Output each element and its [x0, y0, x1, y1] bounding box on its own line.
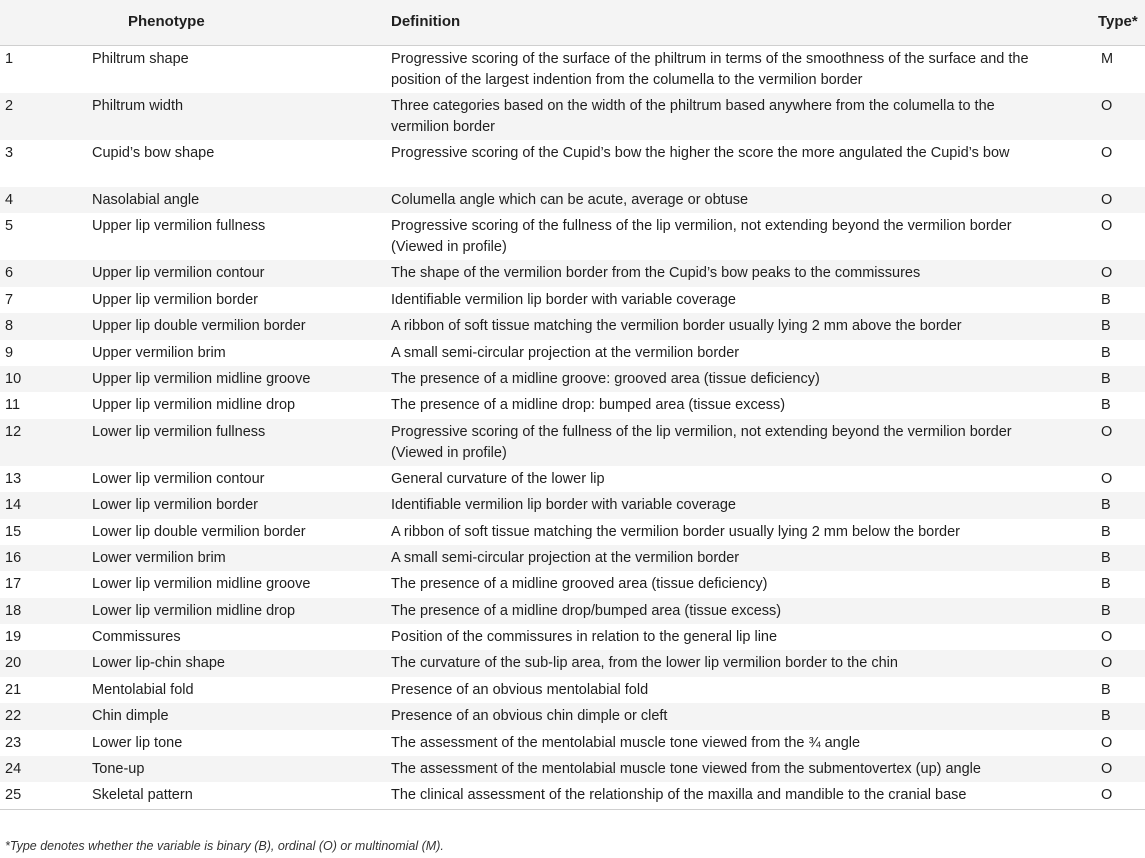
- row-number: 22: [5, 708, 22, 725]
- table-row: [0, 366, 1145, 392]
- row-type: O: [1101, 145, 1113, 161]
- row-number: 12: [5, 423, 22, 440]
- row-type: O: [1101, 98, 1113, 114]
- row-phenotype: Nasolabial angle: [92, 192, 200, 208]
- table-row: [0, 650, 1145, 676]
- table-row: [0, 140, 1145, 187]
- row-definition: Presence of an obvious mentolabial fold: [391, 681, 649, 698]
- table-row: [0, 756, 1145, 782]
- row-type: B: [1101, 602, 1111, 619]
- row-definition: Presence of an obvious chin dimple or cleft: [391, 708, 668, 725]
- row-phenotype: Lower lip tone: [92, 734, 183, 751]
- table-row: [0, 419, 1145, 466]
- table-row: [0, 545, 1145, 571]
- row-number: 5: [5, 218, 14, 235]
- table-row: [0, 730, 1145, 756]
- row-type: O: [1101, 265, 1113, 282]
- row-phenotype: Lower lip vermilion contour: [92, 470, 265, 487]
- row-definition: A small semi-circular projection at the vermilion border: [391, 344, 740, 361]
- row-definition: Columella angle which can be acute, average or obtuse: [391, 192, 749, 208]
- row-number: 16: [5, 549, 22, 566]
- row-type: O: [1101, 655, 1113, 672]
- row-definition: Three categories based on the width of the philtrum based anywhere from the columella to the vermilion border: [391, 98, 995, 135]
- row-definition: The curvature of the sub-lip area, from the lower lip vermilion border to the chin: [391, 655, 898, 672]
- row-number: 25: [5, 787, 22, 804]
- row-phenotype: Lower lip vermilion midline drop: [92, 602, 296, 619]
- table-row: [0, 703, 1145, 729]
- row-definition: The shape of the vermilion border from the Cupid’s bow peaks to the commissures: [391, 265, 921, 282]
- row-type: B: [1101, 344, 1111, 361]
- row-type: B: [1101, 291, 1111, 308]
- row-phenotype: Upper vermilion brim: [92, 344, 226, 361]
- row-type: B: [1101, 523, 1111, 540]
- row-phenotype: Upper lip vermilion fullness: [92, 218, 266, 235]
- row-definition: A ribbon of soft tissue matching the vermilion border usually lying 2 mm below the border: [391, 523, 961, 540]
- table-row: [0, 624, 1145, 650]
- row-number: 10: [5, 370, 22, 387]
- row-type: B: [1101, 681, 1111, 698]
- row-number: 15: [5, 523, 22, 540]
- table-row: [0, 287, 1145, 313]
- row-number: 8: [5, 318, 14, 335]
- table-bottom-rule: [0, 809, 1145, 810]
- row-phenotype: Cupid’s bow shape: [92, 145, 215, 161]
- row-definition: The presence of a midline grooved area (tissue deficiency): [391, 576, 768, 593]
- row-type: B: [1101, 318, 1111, 335]
- row-definition: The presence of a midline drop/bumped area (tissue excess): [391, 602, 782, 619]
- row-type: B: [1101, 708, 1111, 725]
- table-row: [0, 466, 1145, 492]
- row-type: O: [1101, 470, 1113, 487]
- table-row: [0, 519, 1145, 545]
- row-phenotype: Upper lip vermilion border: [92, 291, 259, 308]
- header-type: Type*: [1098, 13, 1138, 30]
- header-definition: Definition: [391, 13, 461, 30]
- row-number: 11: [5, 397, 21, 414]
- table-row: [0, 598, 1145, 624]
- row-number: 18: [5, 602, 22, 619]
- table-footnote: *Type denotes whether the variable is binary (B), ordinal (O) or multinomial (M).: [5, 839, 444, 853]
- row-type: B: [1101, 370, 1111, 387]
- row-type: O: [1101, 629, 1113, 646]
- row-number: 13: [5, 470, 22, 487]
- row-phenotype: Lower vermilion brim: [92, 549, 226, 566]
- table-row: [0, 392, 1145, 418]
- row-number: 2: [5, 98, 14, 114]
- table-row: [0, 677, 1145, 703]
- row-number: 7: [5, 291, 14, 308]
- row-definition: Progressive scoring of the surface of the philtrum in terms of the smoothness of the surface and the position of the largest indention from the columella to the vermilion border: [391, 51, 1029, 88]
- row-number: 1: [5, 51, 14, 67]
- row-type: O: [1101, 218, 1113, 235]
- table-row: [0, 260, 1145, 286]
- row-phenotype: Philtrum shape: [92, 51, 189, 67]
- table-body: [0, 46, 1145, 809]
- row-type: B: [1101, 397, 1111, 414]
- row-number: 20: [5, 655, 22, 672]
- row-type: O: [1101, 423, 1113, 440]
- row-type: M: [1101, 51, 1114, 67]
- row-type: O: [1101, 734, 1113, 751]
- table-row: [0, 340, 1145, 366]
- row-definition: Progressive scoring of the fullness of the lip vermilion, not extending beyond the vermilion border (Viewed in profile): [391, 218, 1012, 256]
- row-phenotype: Chin dimple: [92, 708, 169, 725]
- row-phenotype: Lower lip vermilion border: [92, 497, 259, 514]
- row-definition: A small semi-circular projection at the vermilion border: [391, 549, 740, 566]
- row-definition: Progressive scoring of the fullness of the lip vermilion, not extending beyond the vermilion border (Viewed in profile): [391, 423, 1012, 461]
- row-definition: Position of the commissures in relation to the general lip line: [391, 629, 778, 646]
- row-phenotype: Tone-up: [92, 761, 145, 778]
- row-definition: The presence of a midline drop: bumped area (tissue excess): [391, 397, 786, 414]
- table-row: [0, 313, 1145, 339]
- row-phenotype: Skeletal pattern: [92, 787, 193, 804]
- table-row: [0, 492, 1145, 518]
- row-type: B: [1101, 549, 1111, 566]
- row-phenotype: Philtrum width: [92, 98, 184, 114]
- row-phenotype: Lower lip vermilion fullness: [92, 423, 266, 440]
- row-definition: Progressive scoring of the Cupid’s bow the higher the score the more angulated the Cupid’s bow: [391, 145, 1010, 161]
- row-type: B: [1101, 576, 1111, 593]
- row-phenotype: Lower lip-chin shape: [92, 655, 225, 672]
- row-type: O: [1101, 192, 1113, 208]
- table-row: [0, 571, 1145, 597]
- row-number: 14: [5, 497, 22, 514]
- table-row: [0, 46, 1145, 93]
- row-number: 4: [5, 192, 14, 208]
- table-row: [0, 213, 1145, 260]
- row-definition: General curvature of the lower lip: [391, 470, 605, 487]
- row-number: 24: [5, 761, 22, 778]
- table-header: [0, 0, 1145, 46]
- row-definition: The assessment of the mentolabial muscle tone viewed from the submentovertex (up) angle: [391, 761, 981, 778]
- row-phenotype: Upper lip vermilion contour: [92, 265, 265, 282]
- row-definition: The assessment of the mentolabial muscle tone viewed from the ¾ angle: [391, 734, 861, 751]
- table-row: [0, 782, 1145, 808]
- table-row: [0, 93, 1145, 140]
- row-phenotype: Upper lip double vermilion border: [92, 318, 306, 335]
- row-phenotype: Commissures: [92, 629, 181, 646]
- row-definition: The presence of a midline groove: grooved area (tissue deficiency): [391, 370, 820, 387]
- row-number: 3: [5, 145, 14, 161]
- header-phenotype: Phenotype: [128, 13, 205, 30]
- row-type: O: [1101, 787, 1113, 804]
- row-definition: A ribbon of soft tissue matching the vermilion border usually lying 2 mm above the border: [391, 318, 962, 335]
- row-phenotype: Upper lip vermilion midline groove: [92, 370, 311, 387]
- row-number: 21: [5, 681, 22, 698]
- row-number: 19: [5, 629, 22, 646]
- row-phenotype: Mentolabial fold: [92, 681, 194, 698]
- row-phenotype: Lower lip vermilion midline groove: [92, 576, 311, 593]
- row-number: 17: [5, 576, 22, 593]
- table-row: [0, 187, 1145, 213]
- row-phenotype: Lower lip double vermilion border: [92, 523, 306, 540]
- row-number: 9: [5, 344, 14, 361]
- row-phenotype: Upper lip vermilion midline drop: [92, 397, 296, 414]
- row-number: 6: [5, 265, 14, 282]
- row-definition: Identifiable vermilion lip border with variable coverage: [391, 291, 736, 308]
- row-number: 23: [5, 734, 22, 751]
- row-definition: Identifiable vermilion lip border with variable coverage: [391, 497, 736, 514]
- row-definition: The clinical assessment of the relationship of the maxilla and mandible to the cranial base: [391, 787, 967, 804]
- row-type: B: [1101, 497, 1111, 514]
- row-type: O: [1101, 761, 1113, 778]
